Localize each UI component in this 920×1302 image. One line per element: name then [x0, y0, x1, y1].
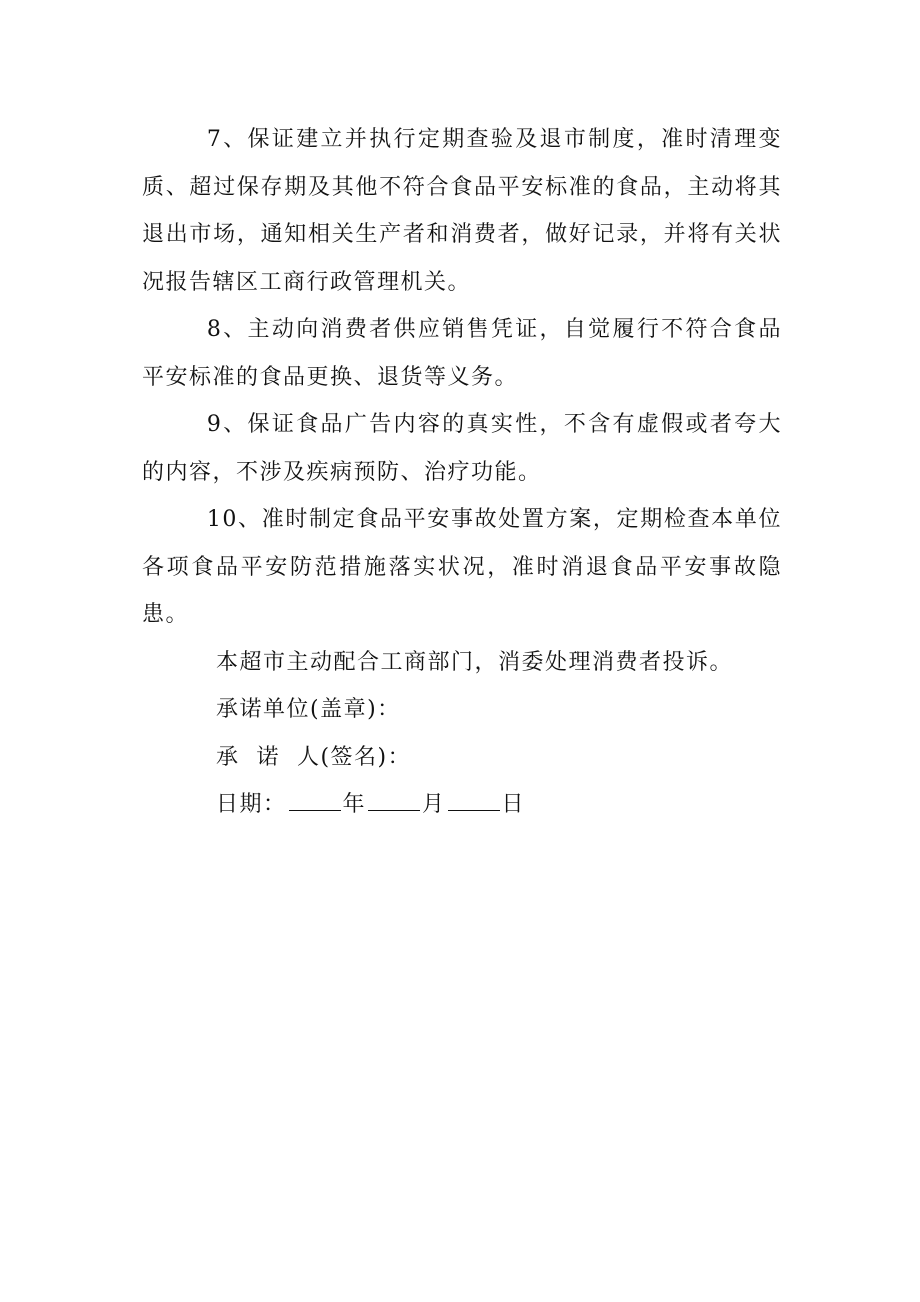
- cooperation-statement: 本超市主动配合工商部门，消委处理消费者投诉。: [216, 649, 734, 675]
- clause-10: 10、准时制定食品平安事故处置方案，定期检查本单位各项食品平安防范措施落实状况，准时消退食品平安事故隐患。: [142, 507, 782, 627]
- promising-unit-line: 承诺单位(盖章)：: [216, 697, 401, 722]
- document-body: [142, 116, 782, 829]
- day-blank: [448, 788, 500, 811]
- day-label: 日: [501, 792, 526, 817]
- month-label: 月: [422, 792, 446, 817]
- date-line: [142, 781, 782, 829]
- clause-7: 7、保证建立并执行定期查验及退市制度，准时清理变质、超过保存期及其他不符合食品平安标准的食品，主动将其退出市场，通知相关生产者和消费者，做好记录，并将有关状况报告辖区工商行政管理机关。: [142, 127, 782, 295]
- year-label: 年: [342, 792, 367, 817]
- clause-9: 9、保证食品广告内容的真实性，不含有虚假或者夸大的内容，不涉及疾病预防、治疗功能。: [142, 412, 782, 485]
- date-label: 日期：: [216, 792, 287, 817]
- clause-8: 8、主动向消费者供应销售凭证，自觉履行不符合食品平安标准的食品更换、退货等义务。: [142, 317, 782, 390]
- month-blank: [368, 788, 420, 811]
- promisor-line: 承 诺 人(签名)：: [216, 744, 412, 770]
- year-blank: [289, 788, 341, 811]
